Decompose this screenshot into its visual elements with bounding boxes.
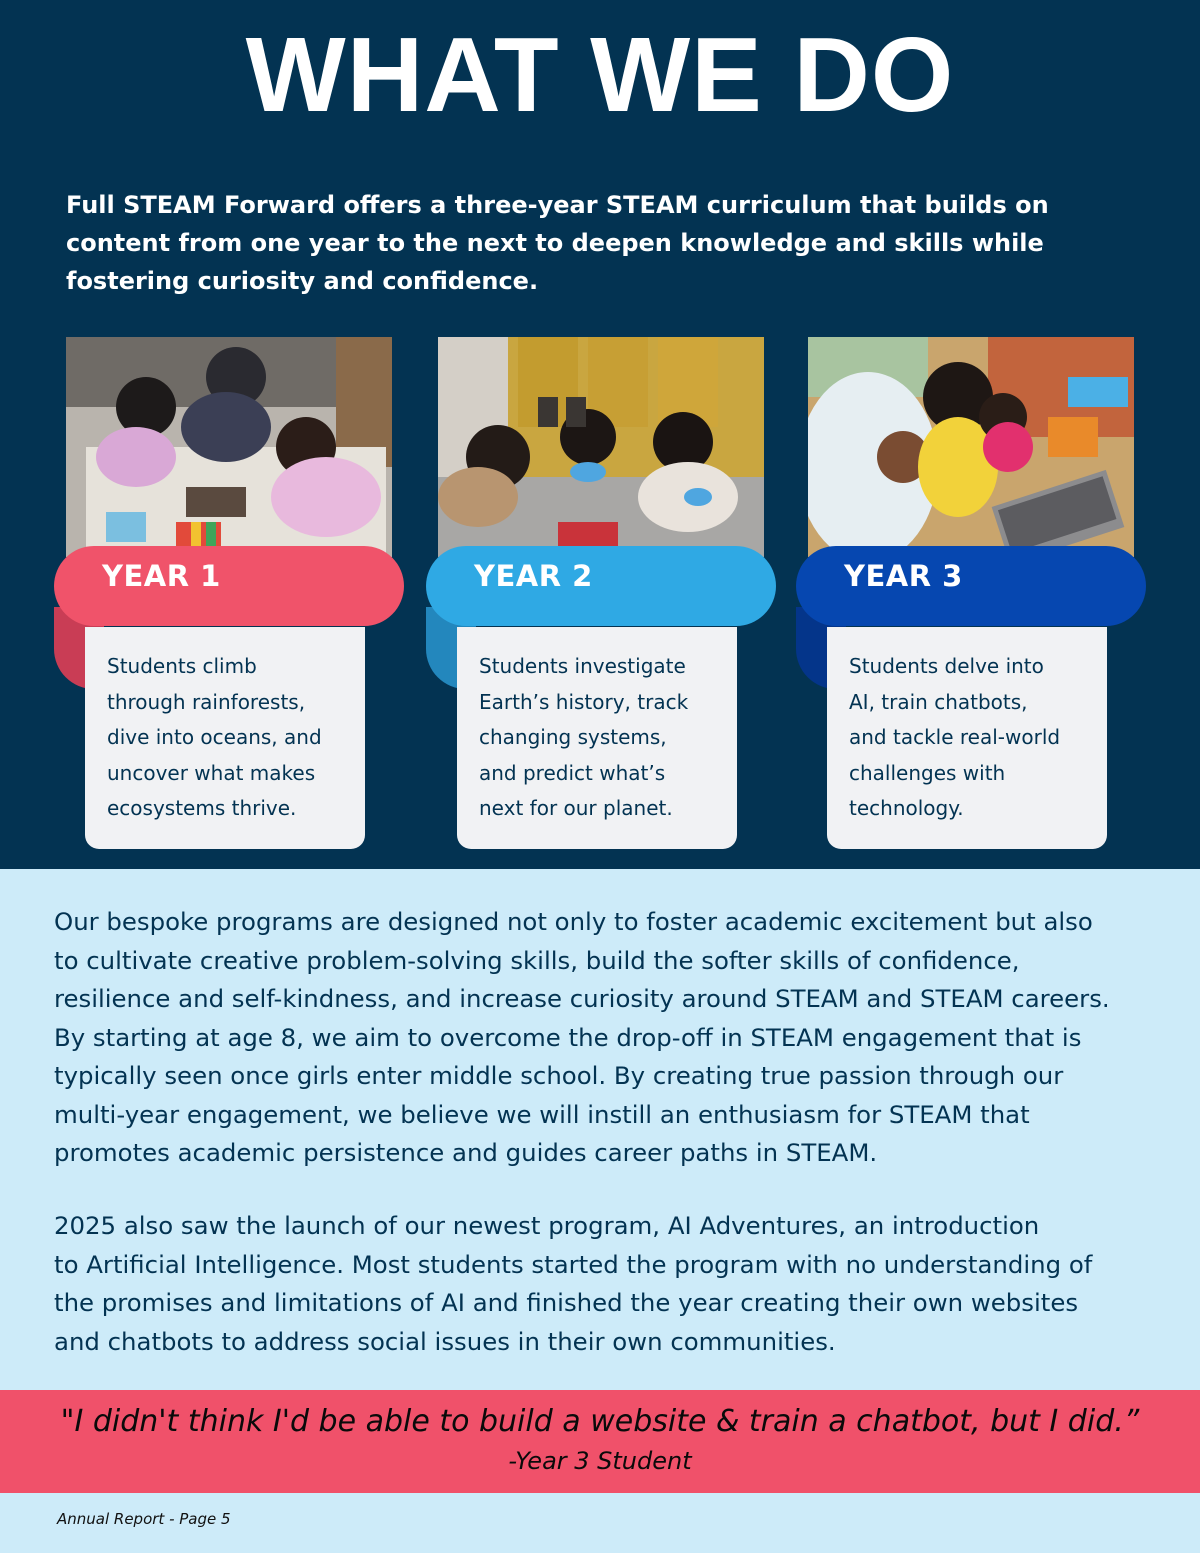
year-2-photo — [438, 337, 764, 557]
body-paragraph-1: Our bespoke programs are designed not only to foster academic excitement but also to cultivate creative problem-solving skills, build the softer skills of confidence, resilience and self-kindness, and increase curiosity around STEAM and STEAM careers. By starting at age 8, we aim to overcome the drop-off in STEAM engagement that is typically seen once girls enter middle school. By creating true passion through our multi-year engagement, we believe we will instill an enthusiasm for STEAM that promotes academic persistence and guides career paths in STEAM. — [54, 907, 1110, 1167]
year-3-label: YEAR 3 — [844, 559, 963, 593]
body-paragraph-2: 2025 also saw the launch of our newest program, AI Adventures, an introduction to Artificial Intelligence. Most students started the program with no understanding of the promises and limitations of AI and finished the year creating their own websites and chatbots to address social issues in their own communities. — [54, 1211, 1093, 1356]
year-card-1 — [50, 337, 405, 857]
page-footer: Annual Report - Page 5 — [57, 1510, 231, 1528]
page-title: WHAT WE DO — [245, 16, 955, 134]
year-2-description: Students investigate Earth’s history, track changing systems, and predict what’s next for our planet. — [457, 627, 737, 849]
year-3-photo — [808, 337, 1134, 557]
year-2-label: YEAR 2 — [474, 559, 593, 593]
testimonial-attribution: -Year 3 Student — [508, 1447, 692, 1475]
year-1-label: YEAR 1 — [102, 559, 221, 593]
year-1-photo — [66, 337, 392, 557]
year-1-photo-image — [66, 337, 392, 557]
year-3-photo-image — [808, 337, 1134, 557]
year-3-description: Students delve into AI, train chatbots, and tackle real-world challenges with technology. — [827, 627, 1107, 849]
year-card-2 — [422, 337, 777, 857]
year-2-photo-image — [438, 337, 764, 557]
intro-text: Full STEAM Forward offers a three-year STEAM curriculum that builds on content from one year to the next to deepen knowledge and skills while fostering curiosity and confidence. — [66, 191, 1049, 295]
year-1-description: Students climb through rainforests, dive into oceans, and uncover what makes ecosystems thrive. — [85, 627, 365, 849]
testimonial-quote: "I didn't think I'd be able to build a website & train a chatbot, but I did.” — [60, 1404, 1140, 1439]
year-card-3 — [792, 337, 1147, 857]
